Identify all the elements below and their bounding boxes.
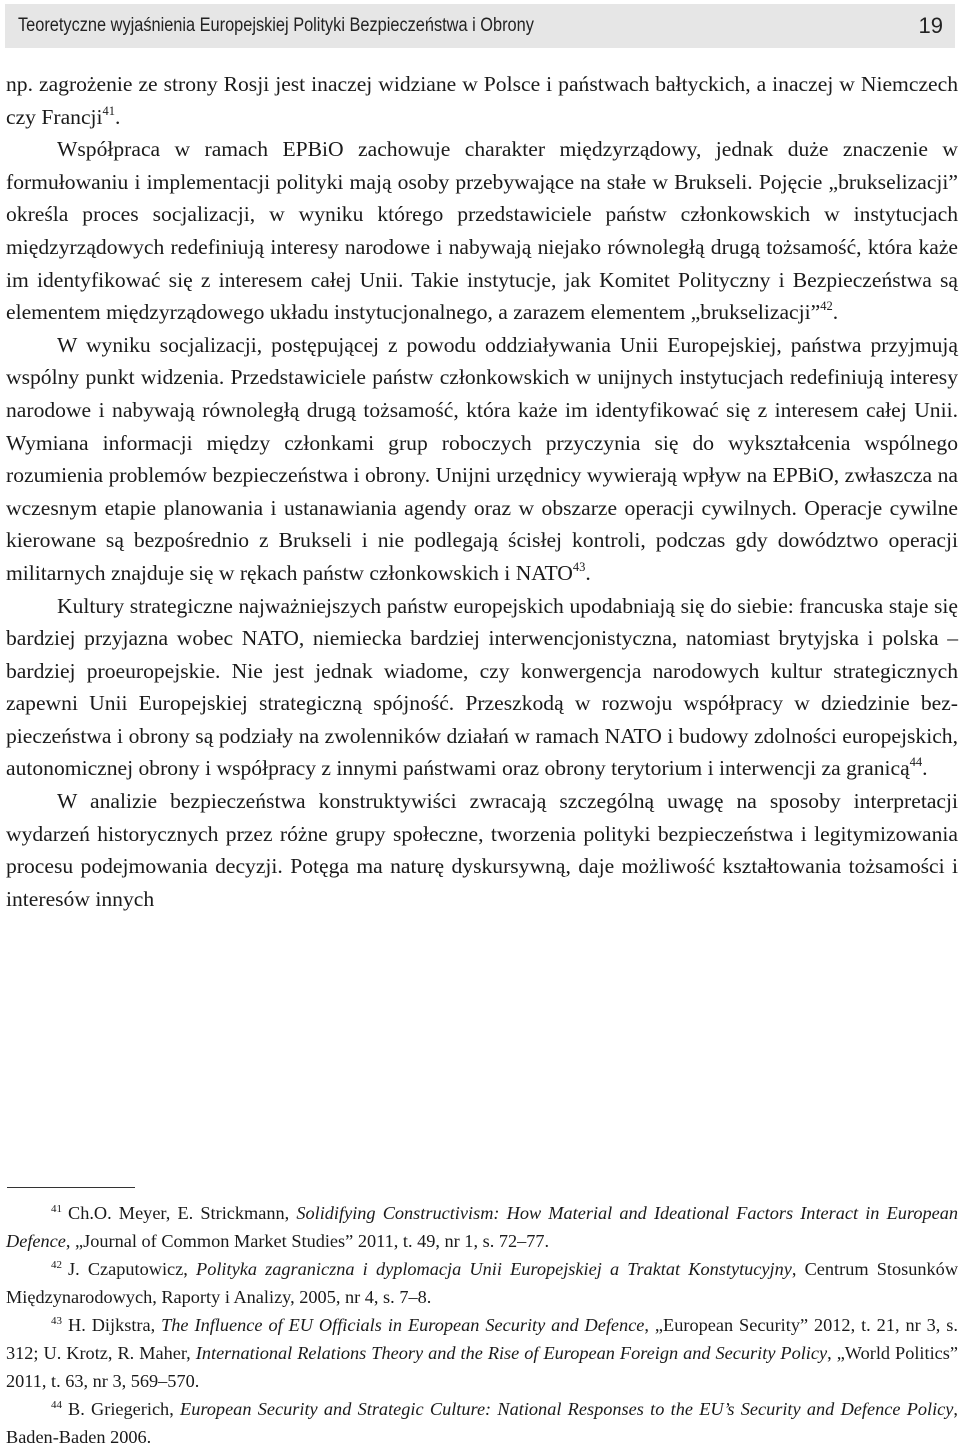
footnote-title-2: International Relations Theory and the Rise of European Foreign and Security Policy xyxy=(195,1343,828,1363)
footnote-44 xyxy=(6,1395,958,1451)
footnote-ref: 44 xyxy=(909,755,923,770)
paragraph-5 xyxy=(6,785,958,915)
paragraph-text-end: . xyxy=(115,104,121,129)
paragraph-text: Współpraca w ramach EPBiO zachowuje charakter międzyrządowy, jednak duże znaczenie w formułowaniu i implementacji polityki mają osoby przebywające na stałe w Brukseli. Pojęcie „brukselizacji” określa proces socjalizacji, w wyniku którego przedstawiciele państw członkowskich w instytucjach międzyrządowych redefiniują interesy narodowe i nabywają niejako równoległą drugą tożsamość, która każe im identyfikować się z interesem całej Unii. Takie instytucje, jak Komitet Polityczny i Bezpieczeństwa są elementem międzyrządowego układu instytucjonalnego, a zarazem elementem „brukselizacji” xyxy=(6,137,958,325)
footnote-separator xyxy=(7,1187,135,1188)
footnote-ref: 42 xyxy=(820,299,833,314)
footnotes xyxy=(6,1199,958,1451)
footnote-author: B. Griegerich, xyxy=(68,1399,181,1419)
paragraph-text: W wyniku socjalizacji, postępującej z powodu oddziaływania Unii Europejskiej, państwa przyjmują wspólny punkt widzenia. Przedstawiciele państw członkowskich w unijnych instytucjach redefiniują interesy narodowe i nabywają równoległą drugą tożsamość, która każe im identyfikować się z interesem całej Unii. Wymiana informacji między członkami grup roboczych przyczynia się do wykształcenia wspólnego rozumienia problemów bezpieczeństwa i obrony. Unijni urzędnicy wywierają wpływ na EPBiO, zwłaszcza na wczesnym etapie planowania i ustanawiania agendy oraz w obszarze operacji cywilnych. Operacje cywilne kierowane są bezpośrednio z Brukseli i nie podlegają ścisłej kontroli, podczas gdy dowództwo operacji militarnych znajduje się w rękach państw członkowskich i NATO xyxy=(6,332,958,585)
paragraph-text: W analizie bezpieczeństwa konstruktywiści zwracają szczególną uwagę na sposoby interpretacji wydarzeń historycznych przez różne grupy społeczne, tworzenia polityki bezpieczeństwa i legitymizowania procesu podejmowania decyzji. Potęga ma naturę dyskursywną, daje możliwość kształtowania tożsamości i interesów innych xyxy=(6,789,958,911)
paragraph-2 xyxy=(6,133,958,329)
footnote-number: 42 xyxy=(51,1259,62,1271)
footnote-title: Solidifying Constructivism: How Material and Ideational Factors Interact in European Defence xyxy=(6,1203,958,1251)
footnote-source-2: , „World Politics” 2011, t. 63, nr 3, 569–570. xyxy=(6,1343,959,1391)
footnote-author: Ch.O. Meyer, E. Strickmann, xyxy=(68,1203,297,1223)
footnote-41 xyxy=(6,1199,958,1255)
footnote-43 xyxy=(6,1311,958,1395)
paragraph-1 xyxy=(6,68,958,133)
footnote-42 xyxy=(6,1255,958,1311)
footnote-source: , „Journal of Common Market Studies” 2011, t. 49, nr 1, s. 72–77. xyxy=(65,1231,550,1251)
running-header xyxy=(5,4,955,48)
page-number: 19 xyxy=(918,13,943,38)
footnote-title: European Security and Strategic Culture: National Responses to the EU’s Security and Defence Policy xyxy=(180,1399,954,1419)
footnote-title: Polityka zagraniczna i dyplomacja Unii Europejskiej a Traktat Konstytucyjny xyxy=(196,1259,792,1279)
running-head-title: Teoretyczne wyjaśnienia Europejskiej Polityki Bezpieczeństwa i Obrony xyxy=(18,15,534,36)
footnote-number: 44 xyxy=(51,1399,62,1411)
paragraph-3 xyxy=(6,329,958,590)
footnote-number: 43 xyxy=(51,1315,62,1327)
paragraph-text-end: . xyxy=(585,560,591,585)
footnote-source: , Centrum Stosunków Międzynarodowych, Raporty i Analizy, 2005, nr 4, s. 7–8. xyxy=(6,1259,959,1307)
paragraph-text: np. zagrożenie ze strony Rosji jest inaczej widziane w Polsce i państwach bałtyckich, a inaczej w Niemczech czy Francji xyxy=(6,72,958,129)
paragraph-text-end: . xyxy=(922,756,928,781)
footnote-number: 41 xyxy=(51,1203,62,1215)
main-text xyxy=(6,68,958,915)
footnote-title: The Influence of EU Officials in European Security and Defence xyxy=(161,1315,645,1335)
footnote-author: J. Czaputowicz, xyxy=(68,1259,197,1279)
footnote-source: , Baden-Baden 2006. xyxy=(6,1399,958,1447)
footnote-author: H. Dijkstra, xyxy=(68,1315,162,1335)
paragraph-text: Kultury strategiczne najważniejszych państw europejskich upodabniają się do siebie: francuska staje się bardziej przyjazna wobec NATO, niemiecka bardziej interwencjonistyczna, natomiast brytyjska i polska – bardziej proeuropejskie. Nie jest jednak wiadome, czy konwergencja narodowych kultur strategicznych zapewni Unii Europejskiej strategiczną spójność. Przeszkodą w rozwoju współpracy w dziedzinie bezpieczeństwa i obrony są podziały na zwolenników działań w ramach NATO i budowy zdolności europejskich, autonomicznej obrony i współpracy z innymi państwami oraz obrony terytorium i interwencji za granicą xyxy=(6,593,958,781)
paragraph-text-end: . xyxy=(832,300,839,325)
footnote-ref: 43 xyxy=(572,559,586,574)
paragraph-4 xyxy=(6,590,958,786)
footnote-source: , „European Security” 2012, t. 21, nr 3, s. 312; U. Krotz, R. Maher, xyxy=(6,1315,958,1363)
footnote-ref: 41 xyxy=(102,103,116,118)
